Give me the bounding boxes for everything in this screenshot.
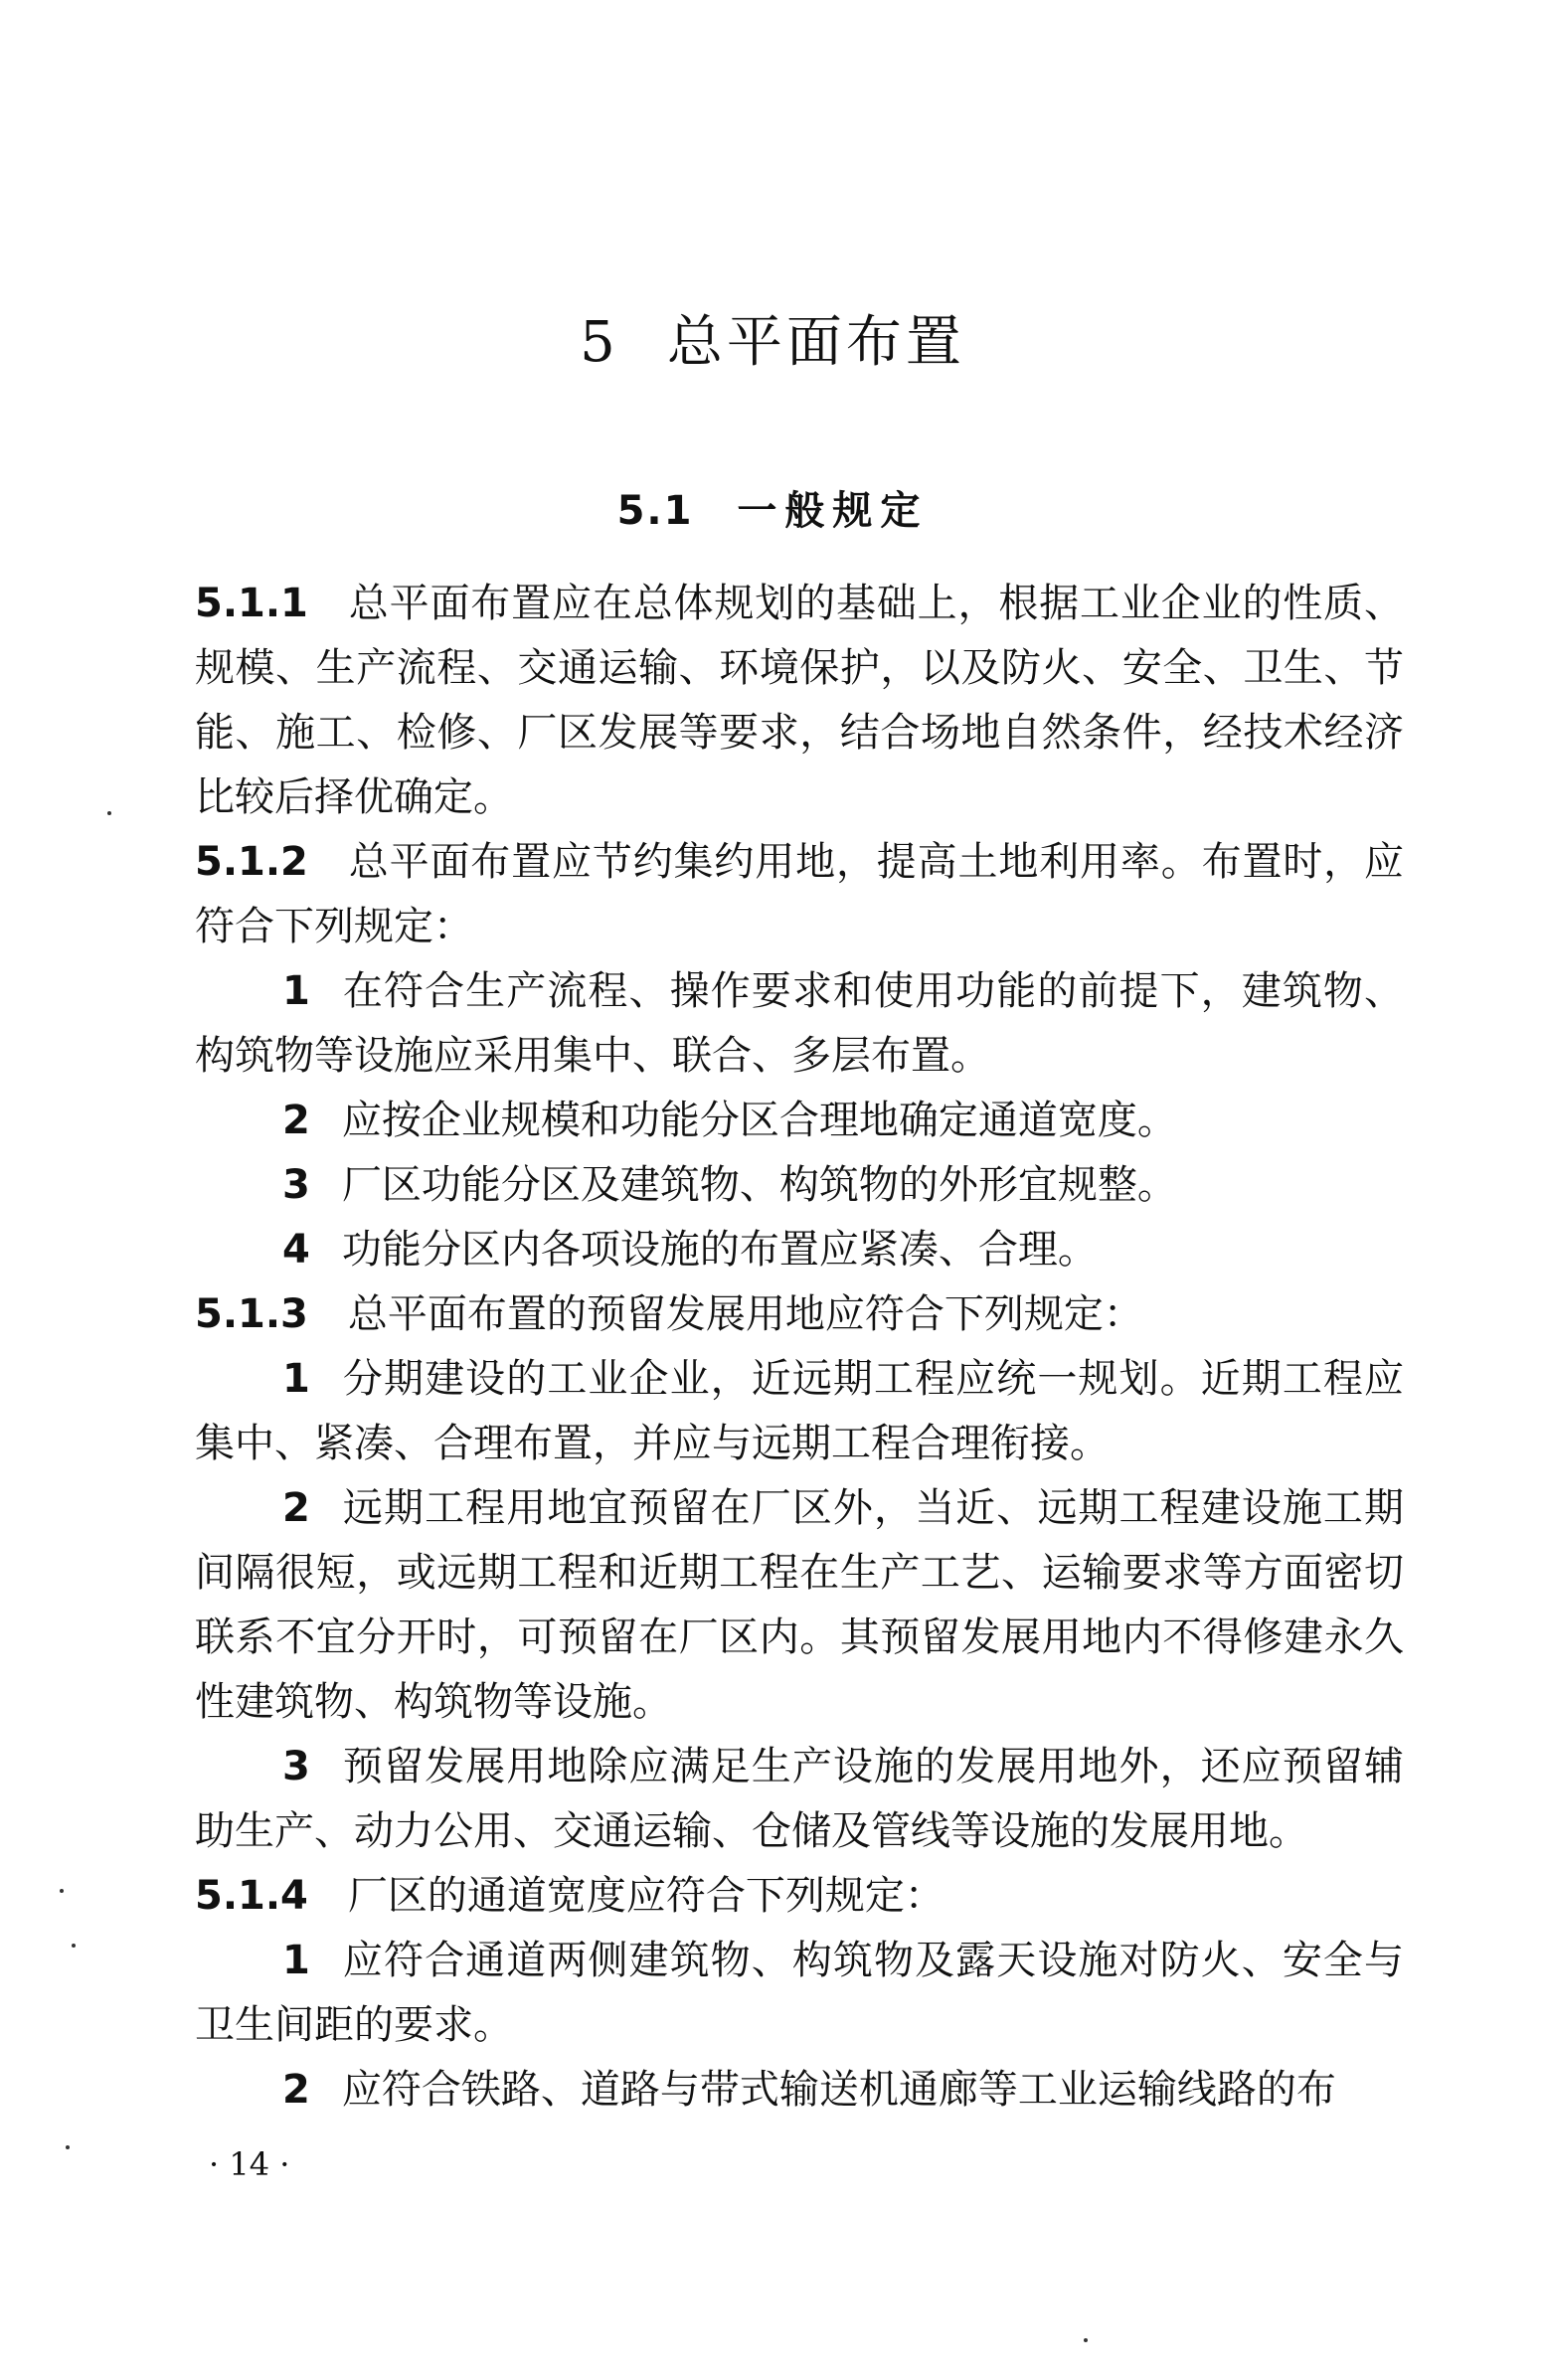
clause-5-1-1	[195, 572, 1404, 830]
list-item	[195, 1218, 1404, 1282]
item-number: 3	[282, 1744, 310, 1789]
item-text: 预留发展用地除应满足生产设施的发展用地外，还应预留辅助生产、动力公用、交通运输、仓储及管线等设施的发展用地。	[195, 1744, 1404, 1854]
section-title	[0, 479, 1545, 536]
scan-speck	[60, 1889, 64, 1893]
clause-text: 总平面布置的预留发展用地应符合下列规定：	[347, 1291, 1143, 1337]
item-text: 分期建设的工业企业，近远期工程应统一规划。近期工程应集中、紧凑、合理布置，并应与远期工程合理衔接。	[195, 1356, 1404, 1466]
clause-5-1-4	[195, 1864, 1404, 1929]
item-text: 在符合生产流程、操作要求和使用功能的前提下，建筑物、构筑物等设施应采用集中、联合、多层布置。	[195, 968, 1404, 1079]
scan-speck	[1084, 2338, 1088, 2342]
clause-text: 总平面布置应节约集约用地，提高土地利用率。布置时，应符合下列规定：	[195, 839, 1404, 949]
item-text: 应符合通道两侧建筑物、构筑物及露天设施对防火、安全与卫生间距的要求。	[195, 1938, 1404, 2048]
item-text: 应符合铁路、道路与带式输送机通廊等工业运输线路的布	[341, 2067, 1336, 2113]
section-title-text: 一般规定	[737, 488, 929, 534]
page-number: · 14 ·	[209, 2145, 290, 2183]
item-text: 远期工程用地宜预留在厂区外，当近、远期工程建设施工期间隔很短，或远期工程和近期工程在生产工艺、运输要求等方面密切联系不宜分开时，可预留在厂区内。其预留发展用地内不得修建永久性建筑物、构筑物等设施。	[195, 1485, 1404, 1725]
scan-speck	[72, 1944, 76, 1948]
list-item	[195, 1476, 1404, 1735]
list-item	[195, 1089, 1404, 1153]
list-item	[195, 1347, 1404, 1476]
section-number: 5.1	[616, 488, 694, 534]
item-number: 1	[282, 1356, 310, 1402]
scan-speck	[107, 811, 111, 815]
item-number: 2	[282, 1098, 310, 1143]
document-body	[195, 572, 1404, 2123]
chapter-number: 5	[580, 310, 619, 375]
clause-number: 5.1.4	[195, 1873, 308, 1919]
item-number: 2	[282, 1485, 310, 1531]
list-item	[195, 1735, 1404, 1864]
item-text: 功能分区内各项设施的布置应紧凑、合理。	[341, 1227, 1098, 1273]
chapter-title	[0, 298, 1545, 378]
chapter-title-text: 总平面布置	[666, 310, 965, 375]
list-item	[195, 1153, 1404, 1218]
clause-number: 5.1.2	[195, 839, 308, 885]
item-number: 2	[282, 2067, 310, 2113]
item-number: 1	[282, 1938, 310, 1983]
clause-number: 5.1.1	[195, 581, 308, 626]
item-text: 厂区功能分区及建筑物、构筑物的外形宜规整。	[341, 1162, 1177, 1208]
item-number: 4	[282, 1227, 310, 1273]
list-item	[195, 959, 1404, 1089]
item-number: 1	[282, 968, 310, 1014]
clause-5-1-2	[195, 830, 1404, 959]
item-number: 3	[282, 1162, 310, 1208]
clause-number: 5.1.3	[195, 1291, 308, 1337]
clause-5-1-3	[195, 1282, 1404, 1347]
list-item	[195, 1929, 1404, 2058]
scan-speck	[66, 2145, 70, 2149]
item-text: 应按企业规模和功能分区合理地确定通道宽度。	[341, 1098, 1177, 1143]
clause-text: 厂区的通道宽度应符合下列规定：	[347, 1873, 944, 1919]
list-item	[195, 2058, 1404, 2123]
clause-text: 总平面布置应在总体规划的基础上，根据工业企业的性质、规模、生产流程、交通运输、环境保护，以及防火、安全、卫生、节能、施工、检修、厂区发展等要求，结合场地自然条件，经技术经济比较后择优确定。	[195, 581, 1404, 820]
